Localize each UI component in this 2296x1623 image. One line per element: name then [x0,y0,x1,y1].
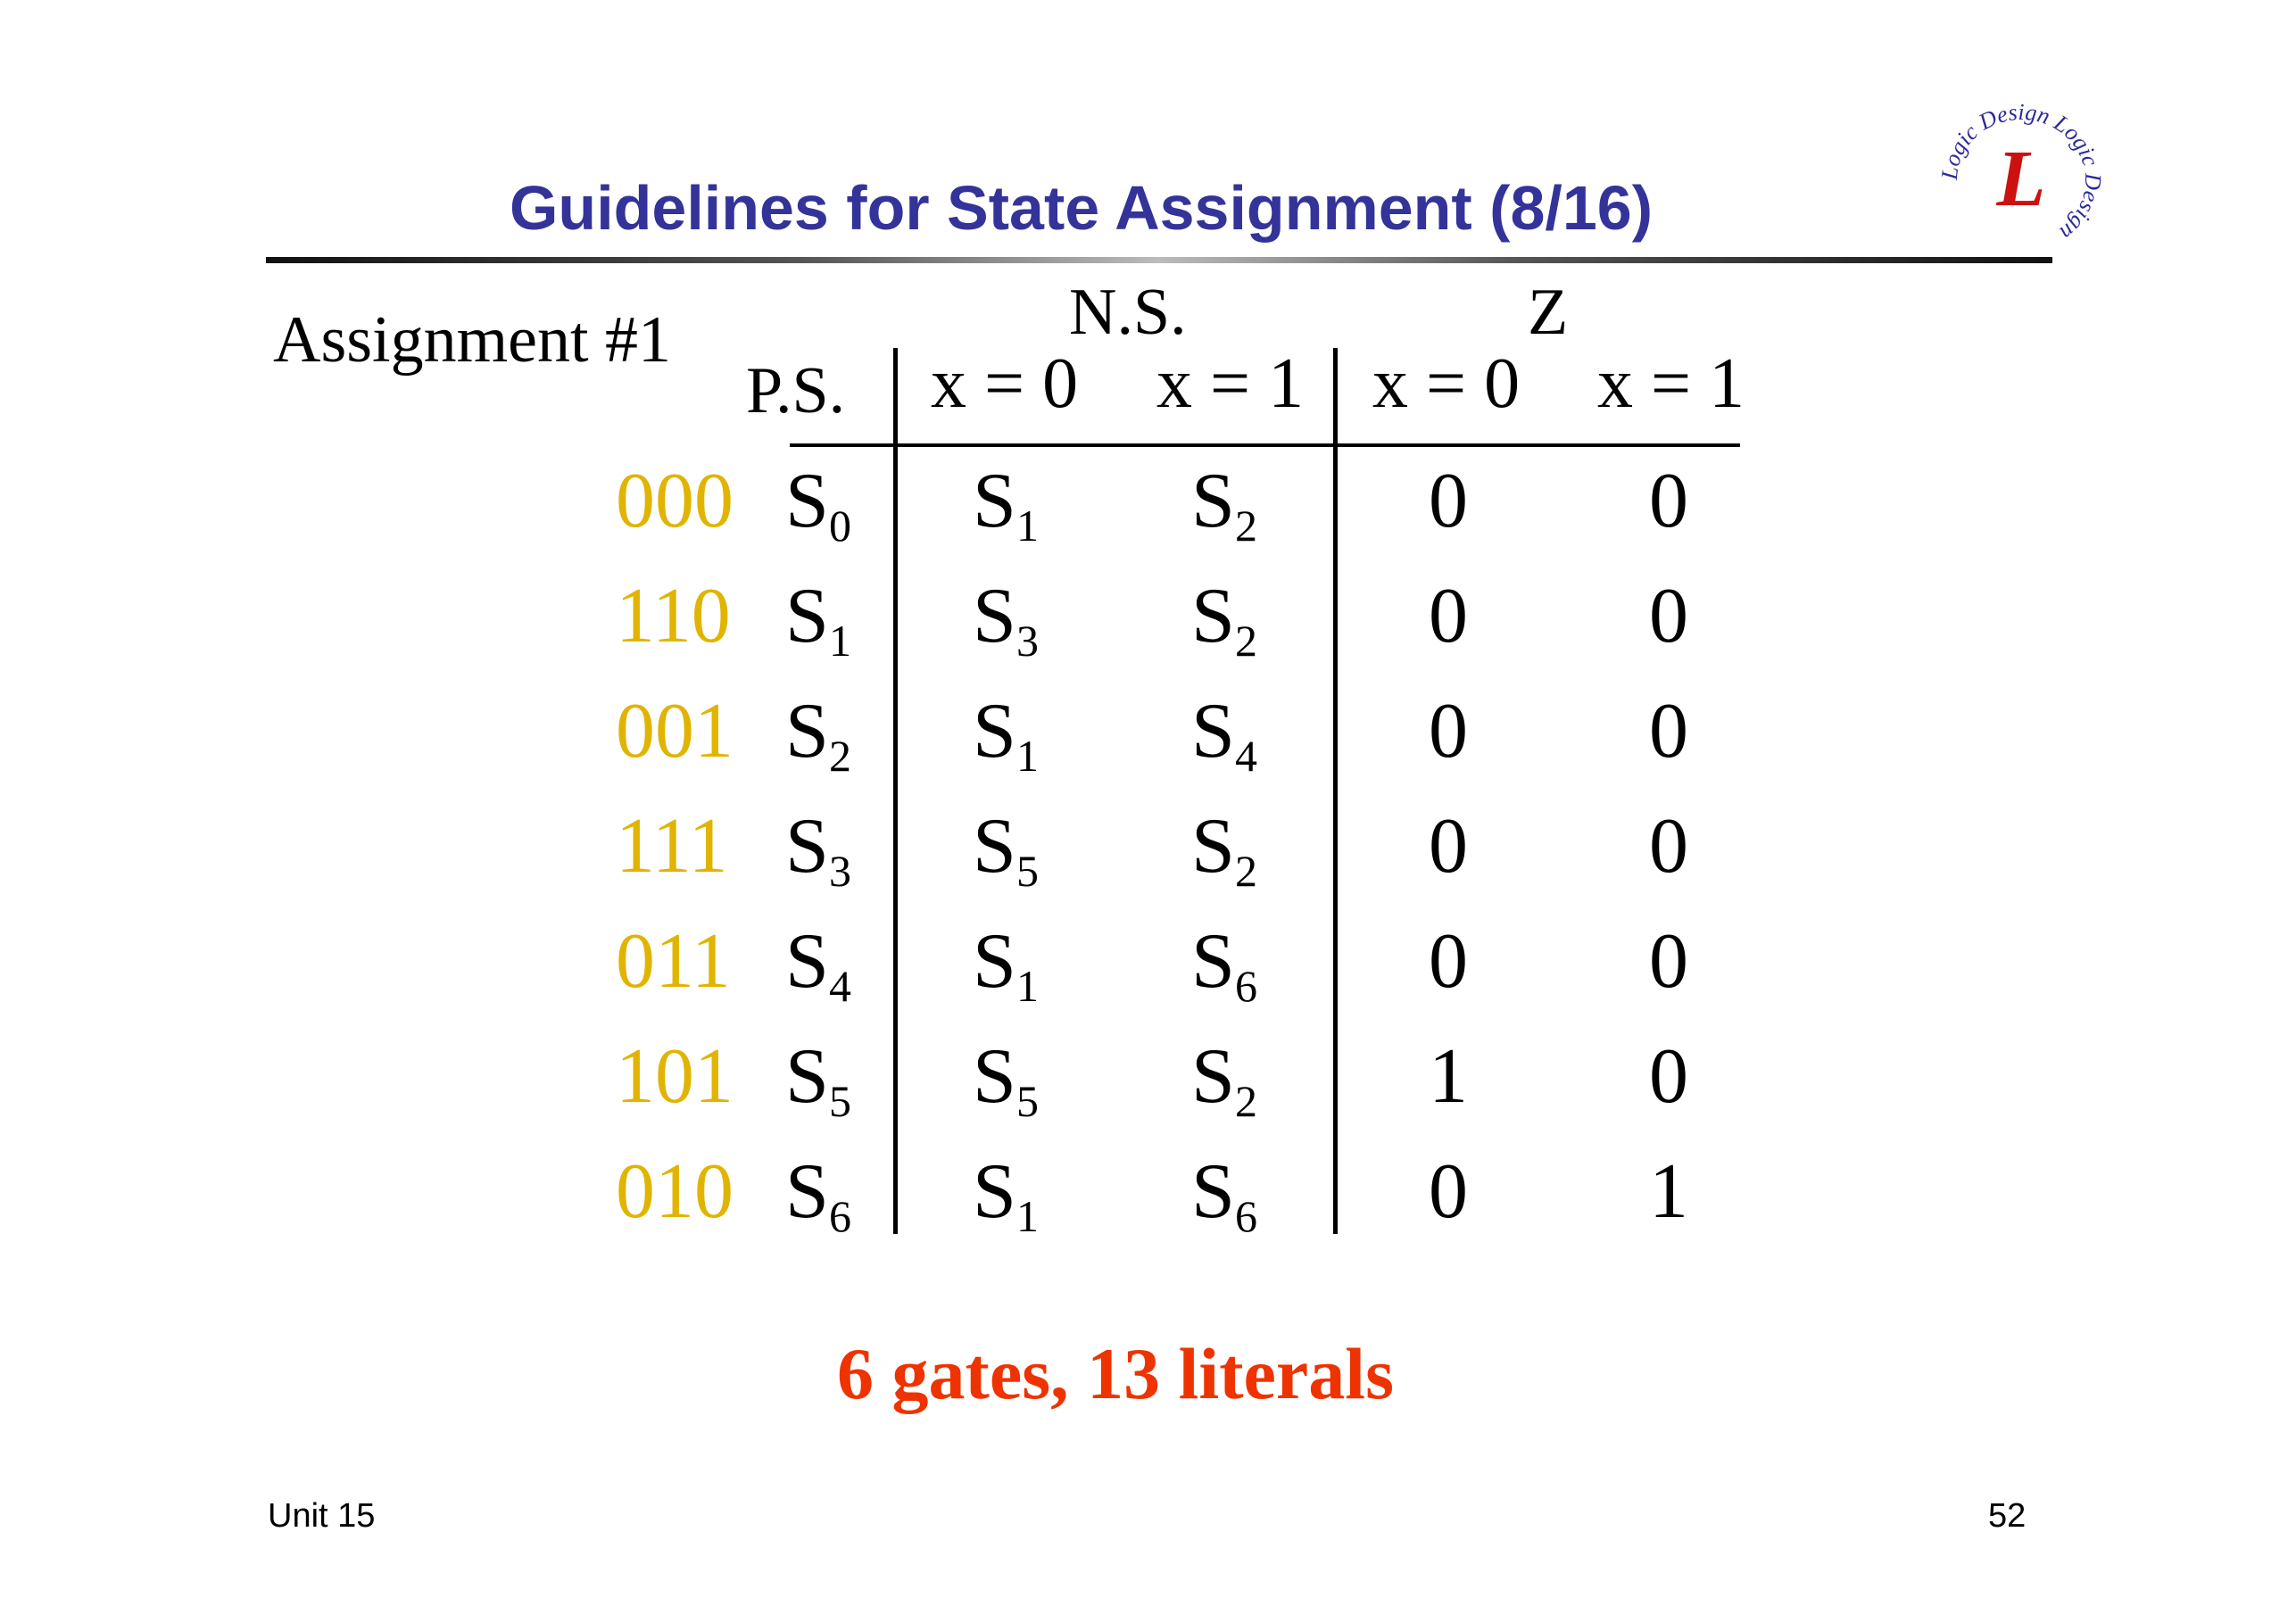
footer-page-number: 52 [1988,1497,2027,1535]
header-ns: N.S. [1069,276,1187,349]
next-state-x0: $S_5$ [973,803,1039,896]
header-z-x1: x = 1 [1597,344,1745,423]
next-state-x0: $S_1$ [973,918,1039,1011]
next-state-x1: $S_2$ [1191,803,1257,896]
present-state: $S_4$ [785,918,851,1011]
header-ns-x0: x = 0 [931,344,1079,423]
state-code: 111 [616,803,728,890]
output-z-x0: 0 [1429,573,1468,659]
logo-letter: L [1996,135,2046,223]
logo-ring-text: Logic Design Logic Design [1936,103,2106,246]
output-z-x0: 1 [1429,1033,1468,1120]
output-z-x1: 0 [1649,688,1688,774]
present-state: $S_0$ [785,458,851,551]
next-state-x1: $S_2$ [1191,573,1257,666]
output-z-x0: 0 [1429,803,1468,890]
header-ns-x1: x = 1 [1156,344,1305,423]
header-z: Z [1528,276,1569,349]
present-state: $S_2$ [785,688,851,781]
state-code: 110 [616,573,731,659]
logic-design-logo [1936,103,2106,259]
next-state-x0: $S_5$ [973,1033,1039,1126]
present-state: $S_6$ [785,1148,851,1241]
output-z-x0: 0 [1429,1148,1468,1235]
present-state: $S_5$ [785,1033,851,1126]
next-state-x0: $S_3$ [973,573,1039,666]
output-z-x1: 0 [1649,458,1688,544]
result-summary: 6 gates, 13 literals [837,1333,1394,1414]
title-divider [266,257,2052,263]
output-z-x1: 0 [1649,918,1688,1005]
output-z-x1: 0 [1649,1033,1688,1120]
state-code: 101 [616,1033,734,1120]
output-z-x0: 0 [1429,458,1468,544]
output-z-x0: 0 [1429,918,1468,1005]
next-state-x0: $S_1$ [973,688,1039,781]
table-header-rule [790,443,1740,447]
output-z-x1: 0 [1649,573,1688,659]
next-state-x0: $S_1$ [973,458,1039,551]
present-state: $S_3$ [785,803,851,896]
output-z-x1: 1 [1649,1148,1688,1235]
header-ps: P.S. [746,354,846,427]
table-divider-z [1333,348,1338,1234]
state-code: 011 [616,918,731,1005]
next-state-x1: $S_6$ [1191,1148,1257,1241]
next-state-x1: $S_2$ [1191,1033,1257,1126]
slide-title: Guidelines for State Assignment (8/16) [509,173,1654,243]
next-state-x1: $S_4$ [1191,688,1257,781]
output-z-x0: 0 [1429,688,1468,774]
next-state-x1: $S_2$ [1191,458,1257,551]
next-state-x0: $S_1$ [973,1148,1039,1241]
state-code: 010 [616,1148,734,1235]
header-z-x0: x = 0 [1372,344,1521,423]
present-state: $S_1$ [785,573,851,666]
state-code: 000 [616,458,734,544]
table-divider-ps [893,348,898,1234]
footer-unit: Unit 15 [268,1497,376,1535]
output-z-x1: 0 [1649,803,1688,890]
state-code: 001 [616,688,734,774]
next-state-x1: $S_6$ [1191,918,1257,1011]
assignment-label: Assignment #1 [273,303,672,377]
